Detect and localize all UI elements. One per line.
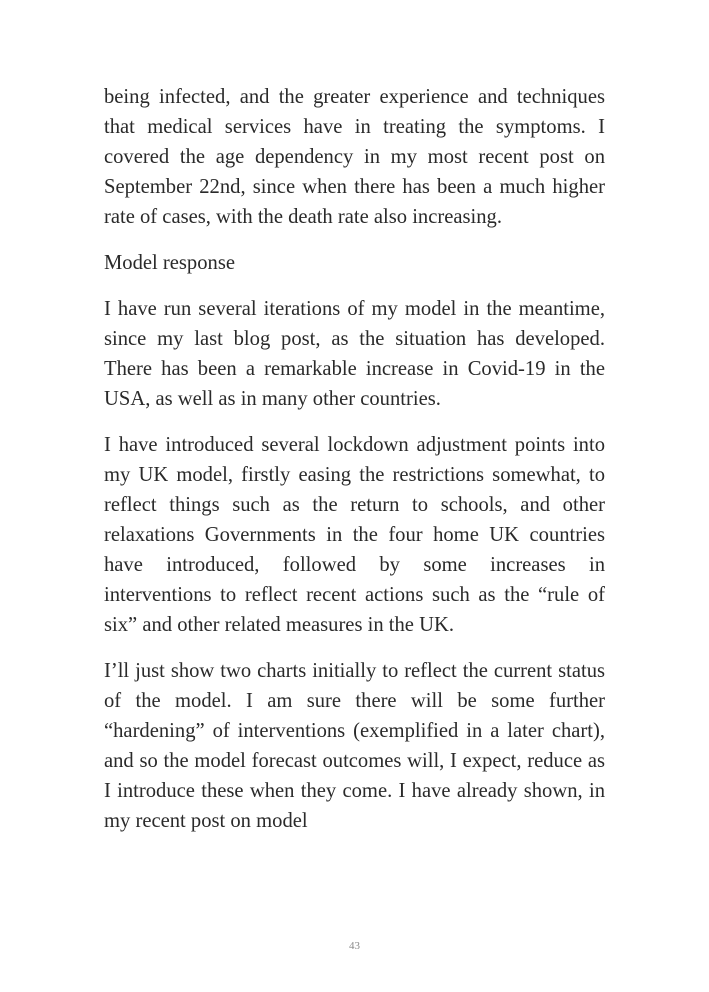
paragraph-4: I’ll just show two charts initially to reflect the current status of the model. I am sure there will be some further “hardening” of interventions (exemplified in a later chart), and so the model forecast outcomes will, I expect, reduce as I introduce these when they come. I have already shown, in my recent post on model [104,660,605,832]
paragraph-3: I have introduced several lockdown adjustment points into my UK model, firstly easing the restrictions somewhat, to reflect things such as the return to schools, and other relaxations Governments in the four home UK countries have introduced, followed by some increases in interventions to reflect recent actions such as the “rule of six” and other related measures in the UK. [104,434,605,636]
page-body [104,82,605,836]
section-heading: Model response [104,252,235,274]
paragraph-2: I have run several iterations of my model in the meantime, since my last blog post, as the situation has developed. There has been a remarkable increase in Covid-19 in the USA, as well as in many other countries. [104,298,605,410]
page-number: 43 [349,940,360,952]
paragraph-1: being infected, and the greater experience and techniques that medical services have in treating the symptoms. I covered the age dependency in my most recent post on September 22nd, since when there has been a much higher rate of cases, with the death rate also increasing. [104,86,605,228]
